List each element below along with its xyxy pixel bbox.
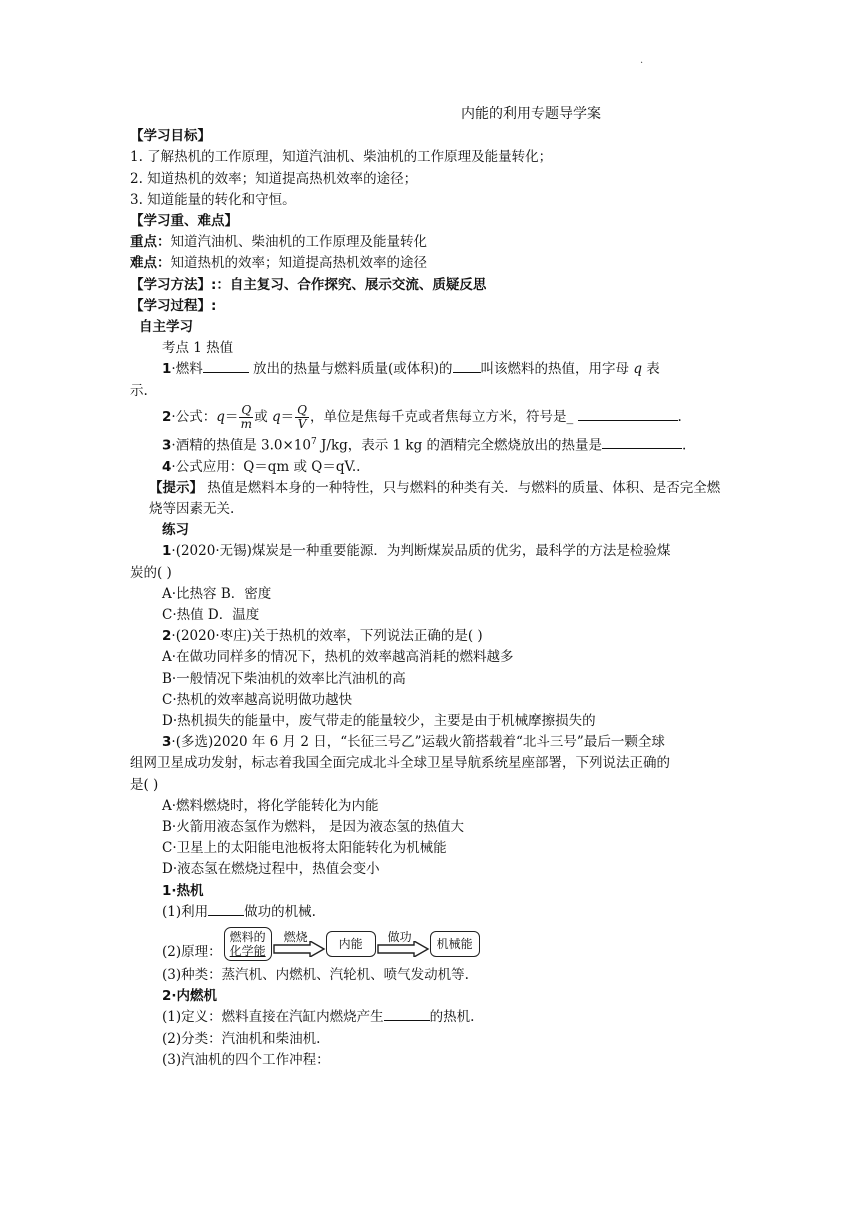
hard-label: 难点： — [130, 255, 171, 272]
question-3 — [130, 432, 732, 457]
arrow-label: 燃烧 — [283, 930, 308, 945]
q4-text: ·公式应用：Q＝qm 或 Q＝qV.. — [171, 458, 361, 475]
answer-blank — [203, 360, 249, 373]
def-text-a: (1)定义：燃料直接在汽缸内燃烧产生 — [162, 1009, 384, 1026]
option-a: A·在做功同样多的情况下，热机的效率越高消耗的燃料越多 — [162, 649, 514, 666]
q2-text-b: ，单位是焦每千克或者焦每立方米，符号是_ — [310, 408, 578, 425]
q3-end: . — [682, 437, 687, 454]
question-2 — [130, 402, 732, 432]
fraction-q-over-v — [295, 404, 309, 431]
practice-3-cont: 是( ) — [130, 776, 159, 793]
practice-2 — [130, 626, 732, 647]
combustion-arrow — [272, 929, 326, 959]
goal-item: 3. 知道能量的转化和守恒。 — [130, 191, 296, 208]
goal-item: 1. 了解热机的工作原理，知道汽油机、柴油机的工作原理及能量转化； — [130, 149, 553, 166]
energy-conversion-diagram — [224, 927, 480, 961]
document-body — [130, 104, 732, 1071]
fraction-numerator: Q — [297, 402, 307, 417]
practice-3 — [130, 732, 732, 753]
answer-blank — [602, 436, 682, 449]
p3-stem: ·(多选)2020 年 6 月 2 日，“长征三号乙”运载火箭搭载着“北斗三号”最后一颗全球 — [171, 734, 665, 751]
formula-eq: ＝ — [224, 408, 239, 425]
question-number: 2 — [162, 628, 172, 645]
principle-line — [130, 923, 732, 965]
hard-point-line — [130, 253, 732, 274]
arrow-icon — [376, 941, 430, 957]
ice-strokes: (3)汽油机的四个工作冲程： — [162, 1051, 330, 1068]
answer-blank — [453, 360, 481, 373]
fraction-denominator: m — [240, 416, 252, 431]
answer-blank — [384, 1008, 430, 1021]
option-c: C·热机的效率越高说明做功越快 — [162, 691, 353, 708]
arrow-icon — [272, 941, 326, 957]
q2-end: . — [677, 408, 682, 425]
p1-stem: ·(2020·无锡)煤炭是一种重要能源．为判断煤炭品质的优劣，最科学的方法是检验煤 — [171, 543, 671, 560]
key-text: 知道汽油机、柴油机的工作原理及能量转化 — [170, 234, 427, 251]
question-number: 3 — [162, 437, 172, 454]
box-label: 化学能 — [229, 944, 266, 959]
section-title: ·内燃机 — [171, 988, 218, 1005]
formula-q: q — [216, 408, 225, 425]
def-text-a: (1)利用 — [162, 903, 209, 920]
option-b: B·火箭用液态氢作为燃料， 是因为液态氢的热值大 — [162, 819, 465, 835]
goals-heading: 【学习目标】 — [130, 128, 211, 145]
option-d: D·热机损失的能量中，废气带走的能量较少，主要是由于机械摩擦损失的 — [162, 712, 596, 729]
question-number: 1 — [162, 543, 172, 560]
process-heading: 【学习过程】: — [130, 297, 217, 314]
def-text-b: 的热机. — [429, 1009, 475, 1026]
def-text-b: 做功的机械. — [244, 903, 316, 920]
question-number: 2 — [162, 408, 172, 425]
q3-text-a: ·酒精的热值是 3.0×10 — [171, 437, 311, 454]
q3-text-b: J/kg，表示 1 kg 的酒精完全燃烧放出的热量是 — [316, 437, 603, 454]
option-c: C·卫星上的太阳能电池板将太阳能转化为机械能 — [162, 840, 447, 857]
question-number: 4 — [162, 458, 172, 475]
option-line: A·比热容 B．密度 — [162, 585, 272, 602]
box-label: 燃料的 — [229, 930, 266, 945]
page-marker-dot: · — [640, 58, 644, 69]
option-d: D·液态氢在燃烧过程中，热值会变小 — [162, 861, 380, 878]
chemical-energy-box — [224, 927, 272, 961]
section-number: 1 — [162, 882, 172, 899]
mechanical-energy-box: 机械能 — [430, 931, 480, 957]
section-title: ·热机 — [171, 882, 204, 899]
q1-text-a: ·燃料 — [171, 361, 203, 378]
engine-types: (3)种类：蒸汽机、内燃机、汽轮机、喷气发动机等. — [162, 967, 469, 984]
p2-stem: ·(2020·枣庄)关于热机的效率，下列说法正确的是( ) — [171, 628, 483, 645]
answer-blank — [578, 408, 678, 421]
question-number: 1 — [162, 361, 172, 378]
internal-energy-box: 内能 — [326, 931, 376, 957]
q1-text-c: 叫该燃料的热值，用字母 — [480, 361, 634, 378]
fraction-q-over-m — [239, 404, 253, 431]
tip-label: 【提示】 — [149, 479, 203, 496]
fraction-denominator: V — [297, 416, 307, 431]
key-points-heading: 【学习重、难点】 — [130, 213, 238, 230]
practice-1 — [130, 541, 732, 562]
question-1 — [130, 359, 732, 380]
formula-eq: ＝ — [280, 408, 295, 425]
work-arrow — [376, 929, 430, 959]
ice-heading — [130, 986, 732, 1007]
q1-text-d: 表 — [641, 361, 660, 378]
section-number: 2 — [162, 988, 172, 1005]
method-line: 【学习方法】:：自主复习、合作探究、展示交流、质疑反思 — [130, 276, 487, 293]
goal-item: 2. 知道热机的效率；知道提高热机效率的途径； — [130, 170, 418, 187]
principle-label: (2)原理： — [162, 943, 222, 960]
tip-paragraph — [130, 478, 732, 520]
option-line: C·热值 D．温度 — [162, 606, 260, 623]
option-b: B·一般情况下柴油机的效率比汽油机的高 — [162, 670, 406, 687]
practice-heading: 练习 — [162, 522, 189, 539]
heat-engine-heading — [130, 881, 732, 902]
formula-or: 或 — [254, 408, 272, 425]
q3-exponent: 7 — [310, 436, 317, 447]
ice-def — [130, 1007, 732, 1028]
q2-text-a: ·公式： — [171, 408, 217, 425]
fraction-numerator: Q — [241, 402, 252, 417]
question-4 — [130, 457, 732, 478]
question-1-cont: 示. — [130, 382, 148, 399]
key-label: 重点： — [130, 234, 171, 251]
hard-text: 知道热机的效率；知道提高热机效率的途径 — [170, 255, 427, 272]
practice-3-cont: 组网卫星成功发射，标志着我国全面完成北斗全球卫星导航系统星座部署，下列说法正确的 — [130, 755, 670, 772]
key-point-line — [130, 232, 732, 253]
self-study-heading: 自主学习 — [139, 319, 193, 336]
document-title: 内能的利用专题导学案 — [461, 106, 601, 122]
heat-engine-def — [130, 902, 732, 923]
arrow-label: 做功 — [387, 930, 412, 945]
question-number: 3 — [162, 734, 172, 751]
formula-q: q — [272, 408, 281, 425]
option-a: A·燃料燃烧时，将化学能转化为内能 — [162, 797, 379, 814]
q1-symbol: q — [633, 361, 642, 378]
answer-blank — [208, 903, 244, 916]
ice-types: (2)分类：汽油机和柴油机. — [162, 1030, 321, 1047]
practice-1-cont: 炭的( ) — [130, 564, 172, 581]
topic-heading: 考点 1 热值 — [162, 340, 234, 357]
q1-text-b: 放出的热量与燃料质量(或体积)的 — [248, 361, 453, 378]
tip-text: 热值是燃料本身的一种特性，只与燃料的种类有关．与燃料的质量、体积、是否完全燃烧等因素无关. — [149, 479, 721, 517]
